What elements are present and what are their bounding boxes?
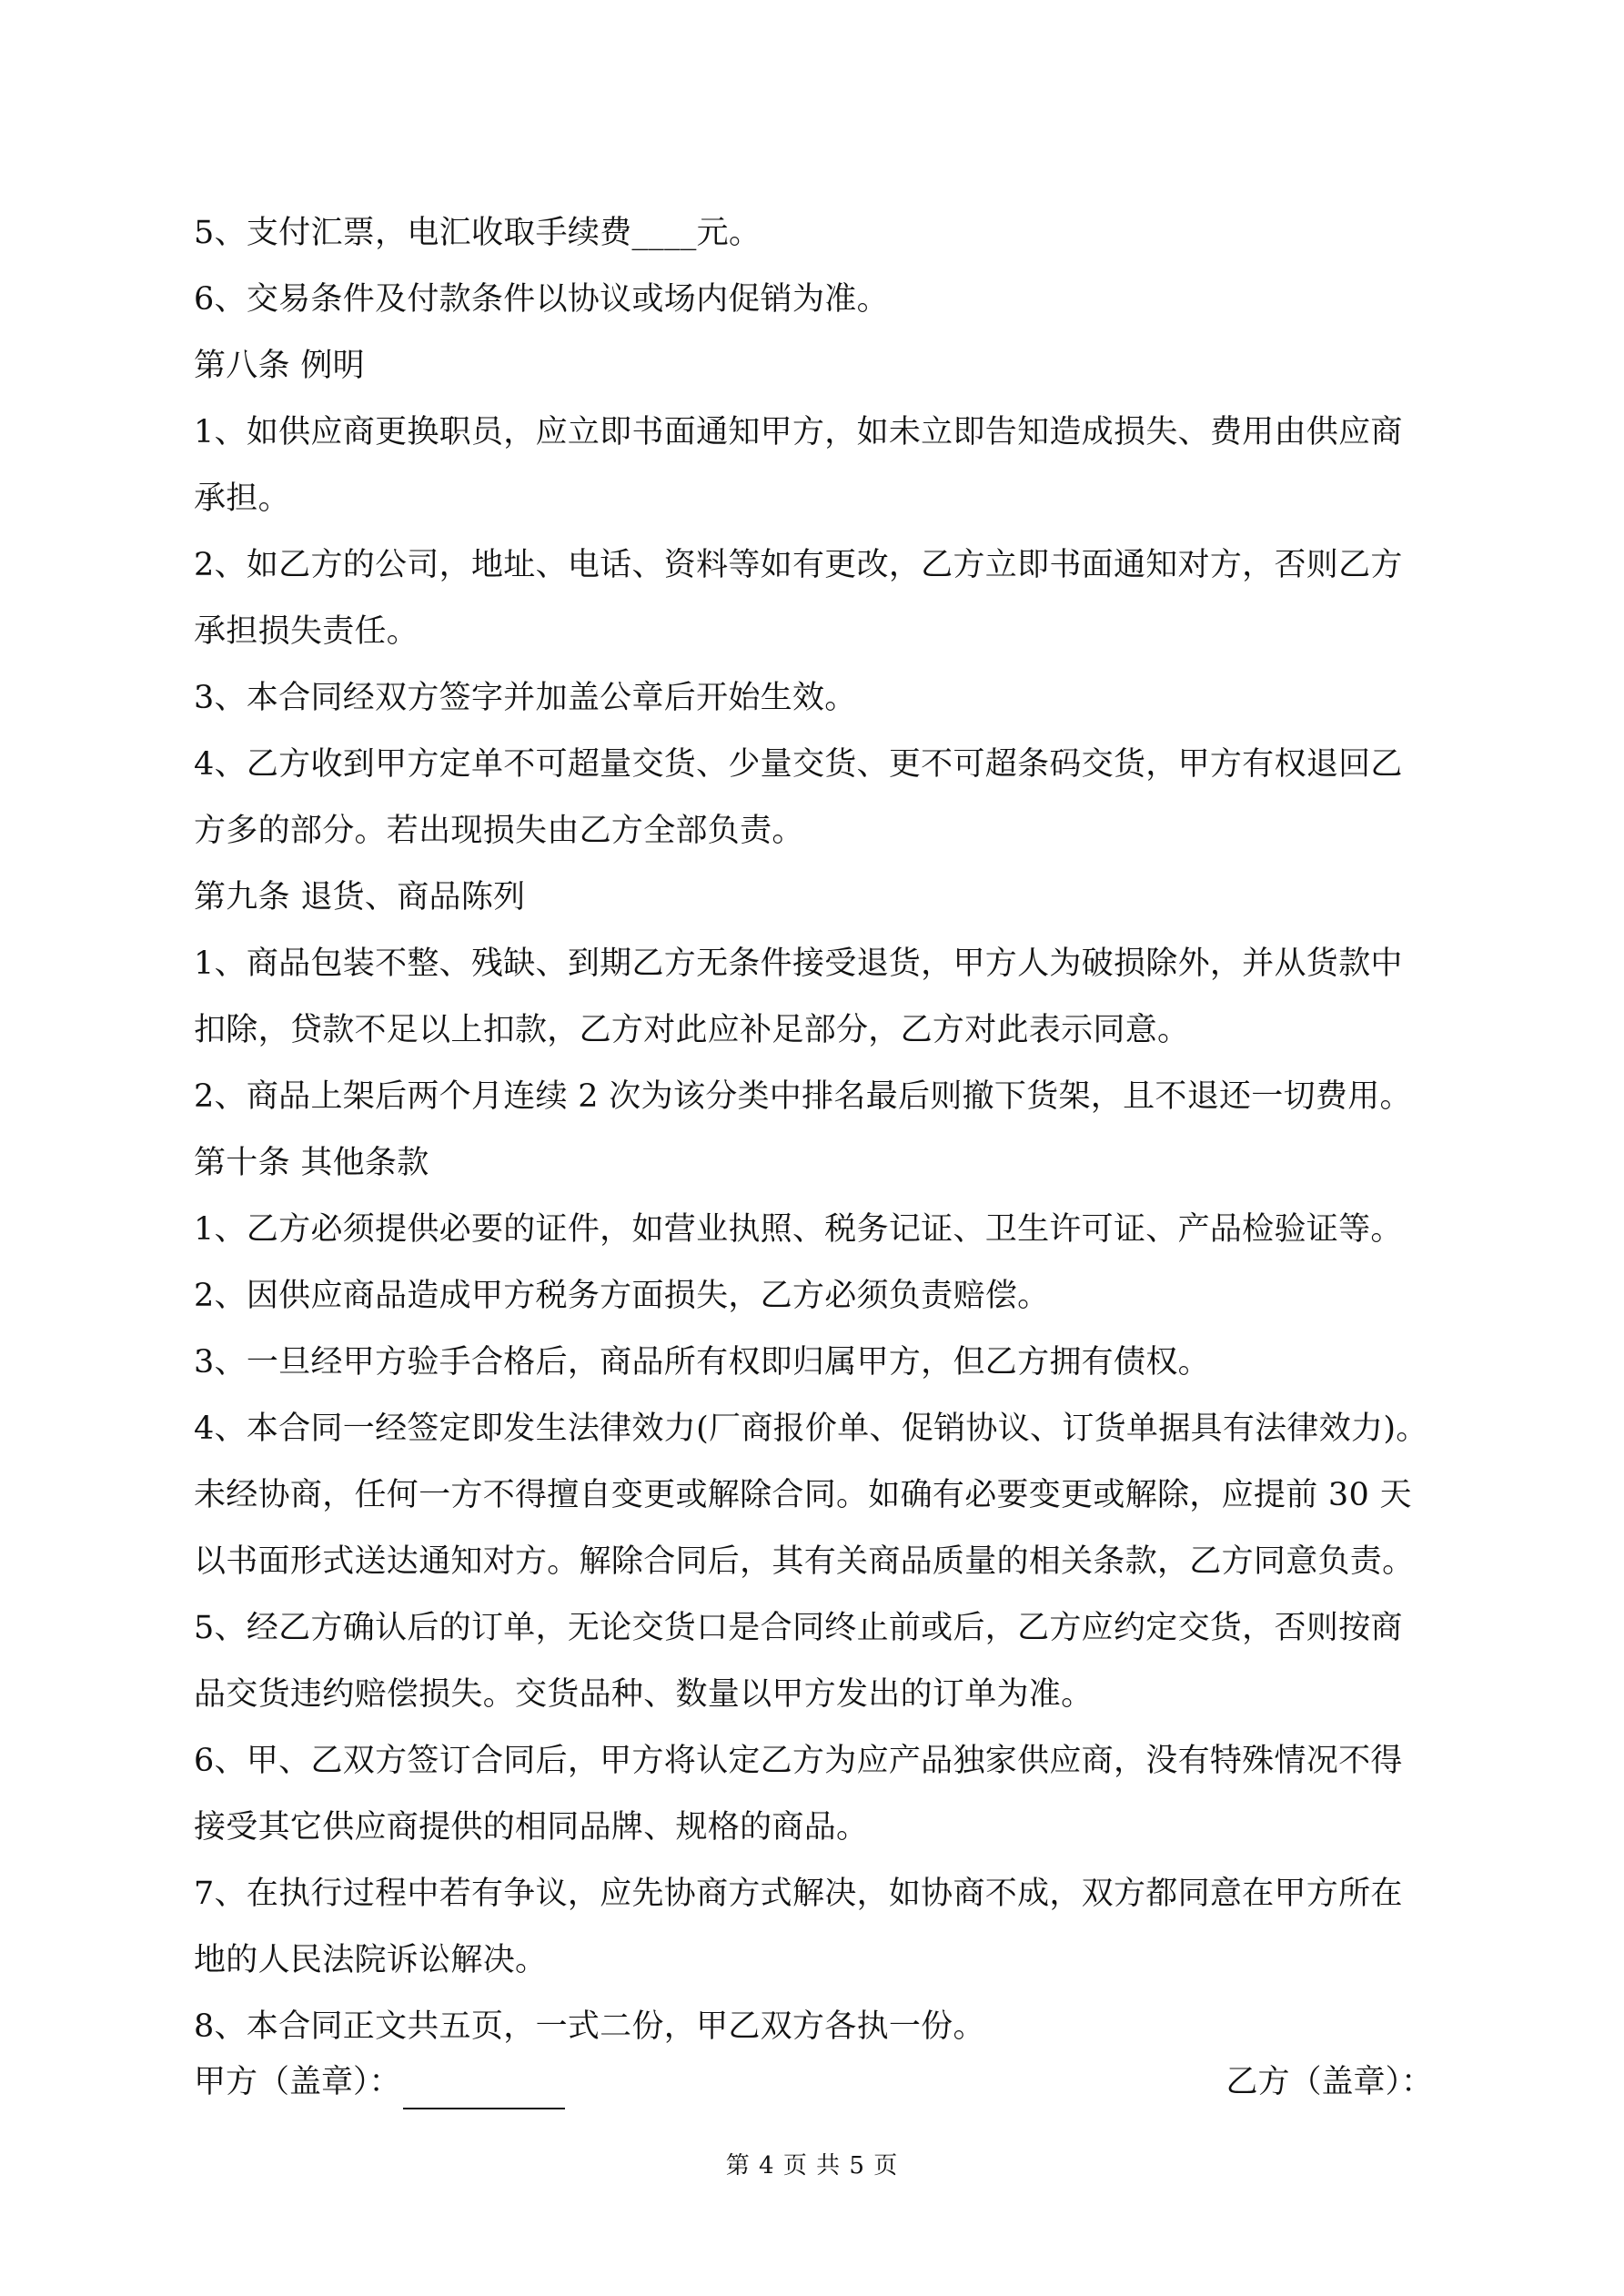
text-line: 3、一旦经甲方验手合格后，商品所有权即归属甲方，但乙方拥有债权。: [194, 1344, 1210, 1381]
text-line: 承担损失责任。: [194, 613, 419, 650]
text-line: 5、支付汇票，电汇收取手续费____元。: [194, 215, 762, 251]
text-line: 5、经乙方确认后的订单，无论交货口是合同终止前或后，乙方应约定交货，否则按商: [194, 1610, 1403, 1646]
text-line: 6、甲、乙双方签订合同后，甲方将认定乙方为应产品独家供应商，没有特殊情况不得: [194, 1743, 1403, 1779]
party-a-signature-line: [403, 2071, 565, 2109]
text-line: 2、如乙方的公司，地址、电话、资料等如有更改，乙方立即书面通知对方，否则乙方: [194, 547, 1403, 583]
section-heading: 第九条 退货、商品陈列: [194, 879, 526, 915]
text-line: 1、乙方必须提供必要的证件，如营业执照、税务记证、卫生许可证、产品检验证等。: [194, 1211, 1403, 1248]
text-line: 8、本合同正文共五页，一式二份，甲乙双方各执一份。: [194, 2008, 985, 2045]
section-heading: 第八条 例明: [194, 348, 365, 384]
signature-row: [194, 2055, 1433, 2109]
text-line: 4、乙方收到甲方定单不可超量交货、少量交货、更不可超条码交货，甲方有权退回乙: [194, 746, 1403, 783]
text-line: 6、交易条件及付款条件以协议或场内促销为准。: [194, 281, 889, 318]
text-line: 接受其它供应商提供的相同品牌、规格的商品。: [194, 1809, 869, 1846]
page-number-footer: 第 4 页 共 5 页: [725, 2152, 899, 2180]
text-line: 2、商品上架后两个月连续 2 次为该分类中排名最后则撤下货架，且不退还一切费用。: [194, 1078, 1412, 1115]
text-line: 扣除，贷款不足以上扣款，乙方对此应补足部分，乙方对此表示同意。: [194, 1012, 1190, 1048]
text-line: 4、本合同一经签定即发生法律效力(厂商报价单、促销协议、订货单据具有法律效力)。: [194, 1411, 1428, 1447]
text-line: 承担。: [194, 480, 290, 517]
contract-body: [194, 200, 1442, 2060]
party-a-label: 甲方（盖章）：: [194, 2064, 401, 2100]
text-line: 地的人民法院诉讼解决。: [194, 1942, 548, 1978]
text-line: 方多的部分。若出现损失由乙方全部负责。: [194, 813, 804, 849]
section-heading: 第十条 其他条款: [194, 1145, 429, 1181]
text-line: 品交货违约赔偿损失。交货品种、数量以甲方发出的订单为准。: [194, 1676, 1094, 1713]
text-line: 1、如供应商更换职员，应立即书面通知甲方，如未立即告知造成损失、费用由供应商: [194, 414, 1403, 450]
text-line: 7、在执行过程中若有争议，应先协商方式解决，如协商不成，双方都同意在甲方所在: [194, 1876, 1403, 1912]
text-line: 2、因供应商品造成甲方税务方面损失，乙方必须负责赔偿。: [194, 1278, 1050, 1314]
text-line: 1、商品包装不整、残缺、到期乙方无条件接受退货，甲方人为破损除外，并从货款中: [194, 946, 1403, 982]
party-a-signature: [194, 2055, 565, 2109]
text-line: 以书面形式送达通知对方。解除合同后，其有关商品质量的相关条款，乙方同意负责。: [194, 1543, 1415, 1580]
party-b-signature: [1226, 2055, 1433, 2109]
party-b-label: 乙方（盖章）：: [1226, 2064, 1433, 2100]
text-line: 3、本合同经双方签字并加盖公章后开始生效。: [194, 680, 857, 716]
text-line: 未经协商，任何一方不得擅自变更或解除合同。如确有必要变更或解除，应提前 30 天: [194, 1477, 1412, 1513]
